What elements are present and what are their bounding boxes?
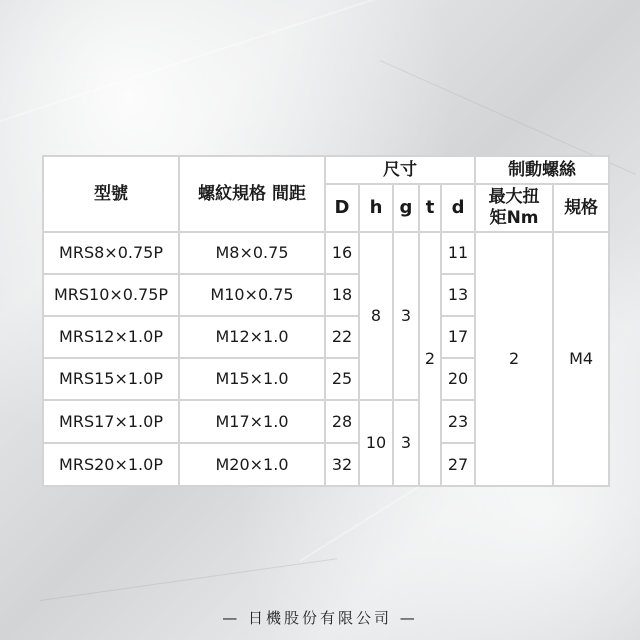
cell-thread: M8×0.75 (179, 232, 325, 274)
cell-thread: M17×1.0 (179, 400, 325, 443)
cell-screw-spec-merged: M4 (553, 232, 609, 486)
cell-thread: M15×1.0 (179, 358, 325, 400)
header-max-torque (475, 184, 553, 232)
cell-g-merged: 3 (393, 400, 419, 486)
cell-model: MRS15×1.0P (43, 358, 179, 400)
cell-model: MRS12×1.0P (43, 316, 179, 358)
cell-thread: M20×1.0 (179, 443, 325, 486)
header-brake-screw: 制動螺絲 (475, 156, 609, 184)
cell-torque-merged: 2 (475, 232, 553, 486)
marble-vein (0, 0, 400, 122)
header-dimensions: 尺寸 (325, 156, 475, 184)
cell-d: 13 (441, 274, 475, 316)
header-D: D (325, 184, 359, 232)
cell-D: 22 (325, 316, 359, 358)
cell-d: 11 (441, 232, 475, 274)
cell-model: MRS8×0.75P (43, 232, 179, 274)
table-row (43, 232, 609, 274)
marble-vein (40, 558, 337, 601)
cell-d: 17 (441, 316, 475, 358)
cell-D: 18 (325, 274, 359, 316)
cell-d: 20 (441, 358, 475, 400)
cell-d: 23 (441, 400, 475, 443)
header-h: h (359, 184, 393, 232)
cell-t-merged: 2 (419, 232, 441, 486)
cell-d: 27 (441, 443, 475, 486)
header-model: 型號 (43, 156, 179, 232)
header-g: g (393, 184, 419, 232)
spec-table (42, 155, 610, 487)
cell-g-merged: 3 (393, 232, 419, 400)
header-t: t (419, 184, 441, 232)
cell-thread: M12×1.0 (179, 316, 325, 358)
header-d: d (441, 184, 475, 232)
cell-model: MRS20×1.0P (43, 443, 179, 486)
cell-h-merged: 10 (359, 400, 393, 486)
cell-D: 28 (325, 400, 359, 443)
cell-D: 25 (325, 358, 359, 400)
header-max-torque-line1: 最大扭 (488, 186, 540, 207)
header-screw-spec: 規格 (553, 184, 609, 232)
cell-thread: M10×0.75 (179, 274, 325, 316)
cell-h-merged: 8 (359, 232, 393, 400)
cell-model: MRS10×0.75P (43, 274, 179, 316)
cell-D: 16 (325, 232, 359, 274)
header-thread-spec: 螺紋規格 間距 (179, 156, 325, 232)
cell-D: 32 (325, 443, 359, 486)
company-footer: — 日機股份有限公司 — (222, 609, 418, 627)
cell-model: MRS17×1.0P (43, 400, 179, 443)
header-max-torque-line2: 矩Nm (489, 208, 539, 228)
